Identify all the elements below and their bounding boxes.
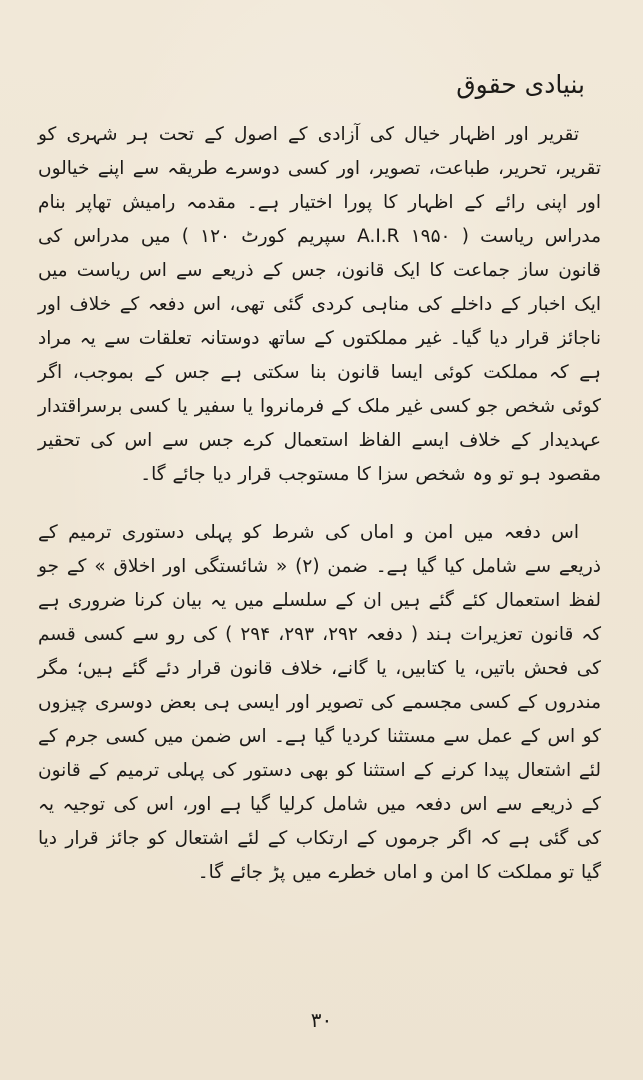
running-header: بنیادی حقوق <box>456 70 585 99</box>
paragraph-1: تقریر اور اظہار خیال کی آزادی کے اصول کے تحت ہر شہری کو تقریر، تحریر، طباعت، تصویر، اور کسی دوسرے طریقہ سے اپنے خیالوں اور اپنی رائے کے اظہار کا پورا اختیار ہے۔ مقدمہ رامیش تھاپر بنام مدراس ریاست ( A.I.R ۱۹۵۰ سپریم کورٹ ۱۲۰ ) میں مدراس کی قانون ساز جماعت کا ایک قانون، جس کے ذریعے سے اس ریاست میں ایک اخبار کے داخلے کی مناہی کردی گئی تھی، اس دفعہ کے خلاف اور ناجائز قرار دیا گیا۔ غیر مملکتوں کے ساتھ دوستانہ تعلقات سے یہ مراد ہے کہ مملکت کوئی ایسا قانون بنا سکتی ہے جس کے بموجب، اگر کوئی شخص جو کسی غیر ملک کے فرمانروا یا سفیر یا کسی برسراقتدار عہدیدار کے خلاف ایسے الفاظ استعمال کرے جس سے اس کی تحقیر مقصود ہو تو وہ شخص سزا کا مستوجب قرار دیا جائے گا۔ <box>38 124 602 485</box>
page-number: ۳۰ <box>310 1008 333 1032</box>
paragraph-2: اس دفعہ میں امن و اماں کی شرط کو پہلی دستوری ترمیم کے ذریعے سے شامل کیا گیا ہے۔ ضمن (۲) « شائستگی اور اخلاق » کے جو لفظ استعمال کئے گئے ہیں ان کے سلسلے میں یہ بیان کرنا ضروری ہے کہ قانون تعزیرات ہند ( دفعہ ۲۹۲، ۲۹۳، ۲۹۴ ) کی رو سے کسی قسم کی فحش باتیں، یا کتابیں، یا گانے، خلاف قانون قرار دئے گئے ہیں؛ مگر مندروں کے کسی مجسمے کی تصویر اور ایسی ہی بعض دوسری چیزوں کو اس کے عمل سے مستثنا کردیا گیا ہے۔ اس ضمن میں کسی جرم کے لئے اشتعال پیدا کرنے کے استثنا کو بھی دستور کی پہلی ترمیم کے قانون کے ذریعے سے اس دفعہ میں شامل کرلیا گیا ہے اور، اس کی توجیہ یہ کی گئی ہے کہ اگر جرموں کے ارتکاب کے لئے اشتعال کو جائز قرار دیا گیا تو مملکت کا امن و اماں خطرے میں پڑ جائے گا۔ <box>38 522 602 883</box>
page-body <box>38 118 601 890</box>
